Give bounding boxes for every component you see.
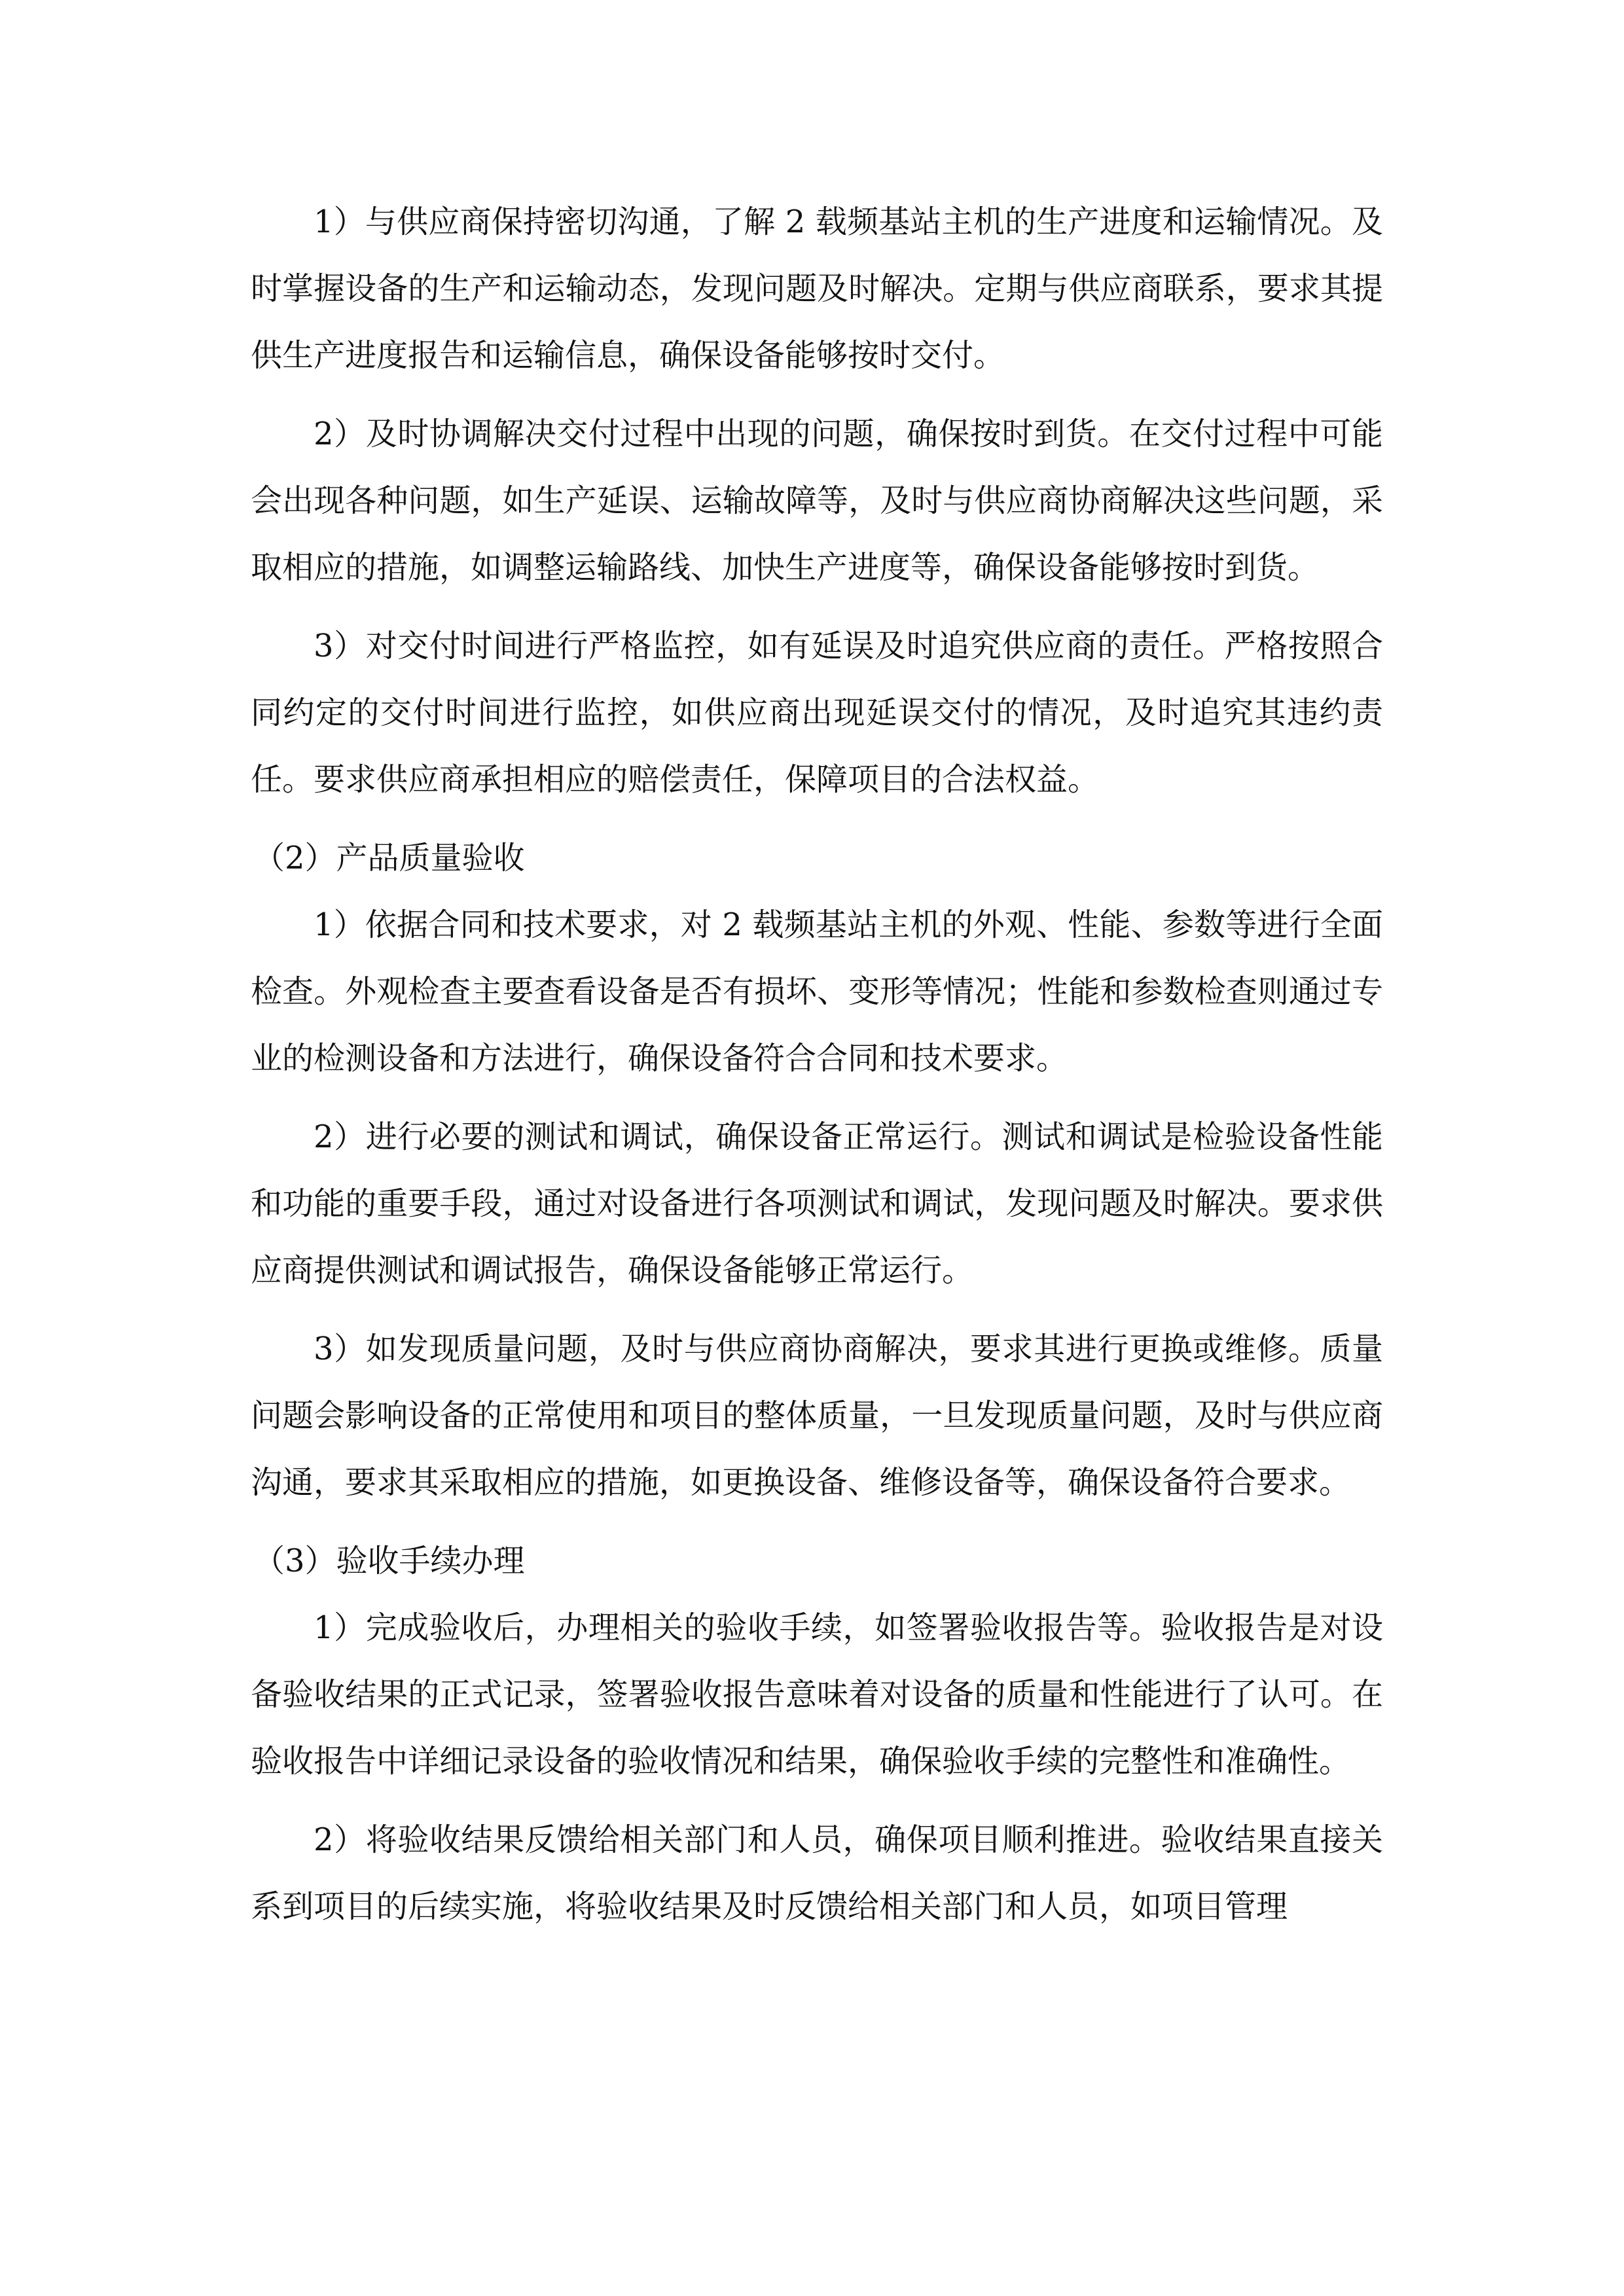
section-heading-quality-acceptance: （2）产品质量验收 <box>253 840 525 876</box>
document-body <box>251 188 1383 1952</box>
paragraph-delivery-2: 2）及时协调解决交付过程中出现的问题，确保按时到货。在交付过程中可能会出现各种问题，如生产延误、运输故障等，及时与供应商协商解决这些问题，采取相应的措施，如调整运输路线、加快生产进度等，确保设备能够按时到货。 <box>251 416 1383 586</box>
paragraph-quality-1: 1）依据合同和技术要求，对 2 载频基站主机的外观、性能、参数等进行全面检查。外观检查主要查看设备是否有损坏、变形等情况；性能和参数检查则通过专业的检测设备和方法进行，确保设备符合合同和技术要求。 <box>251 906 1383 1077</box>
paragraph-procedures-2: 2）将验收结果反馈给相关部门和人员，确保项目顺利推进。验收结果直接关系到项目的后续实施，将验收结果及时反馈给相关部门和人员，如项目管理 <box>251 1821 1383 1925</box>
paragraph-delivery-1: 1）与供应商保持密切沟通，了解 2 载频基站主机的生产进度和运输情况。及时掌握设备的生产和运输动态，发现问题及时解决。定期与供应商联系，要求其提供生产进度报告和运输信息，确保设备能够按时交付。 <box>251 204 1383 374</box>
paragraph-procedures-1: 1）完成验收后，办理相关的验收手续，如签署验收报告等。验收报告是对设备验收结果的正式记录，签署验收报告意味着对设备的质量和性能进行了认可。在验收报告中详细记录设备的验收情况和结果，确保验收手续的完整性和准确性。 <box>251 1609 1383 1780</box>
paragraph-delivery-3: 3）对交付时间进行严格监控，如有延误及时追究供应商的责任。严格按照合同约定的交付时间进行监控，如供应商出现延误交付的情况，及时追究其违约责任。要求供应商承担相应的赔偿责任，保障项目的合法权益。 <box>251 628 1383 798</box>
paragraph-quality-2: 2）进行必要的测试和调试，确保设备正常运行。测试和调试是检验设备性能和功能的重要手段，通过对设备进行各项测试和调试，发现问题及时解决。要求供应商提供测试和调试报告，确保设备能够正常运行。 <box>251 1119 1383 1289</box>
section-heading-acceptance-procedures: （3）验收手续办理 <box>253 1543 525 1579</box>
paragraph-quality-3: 3）如发现质量问题，及时与供应商协商解决，要求其进行更换或维修。质量问题会影响设备的正常使用和项目的整体质量，一旦发现质量问题，及时与供应商沟通，要求其采取相应的措施，如更换设备、维修设备等，确保设备符合要求。 <box>251 1331 1383 1501</box>
